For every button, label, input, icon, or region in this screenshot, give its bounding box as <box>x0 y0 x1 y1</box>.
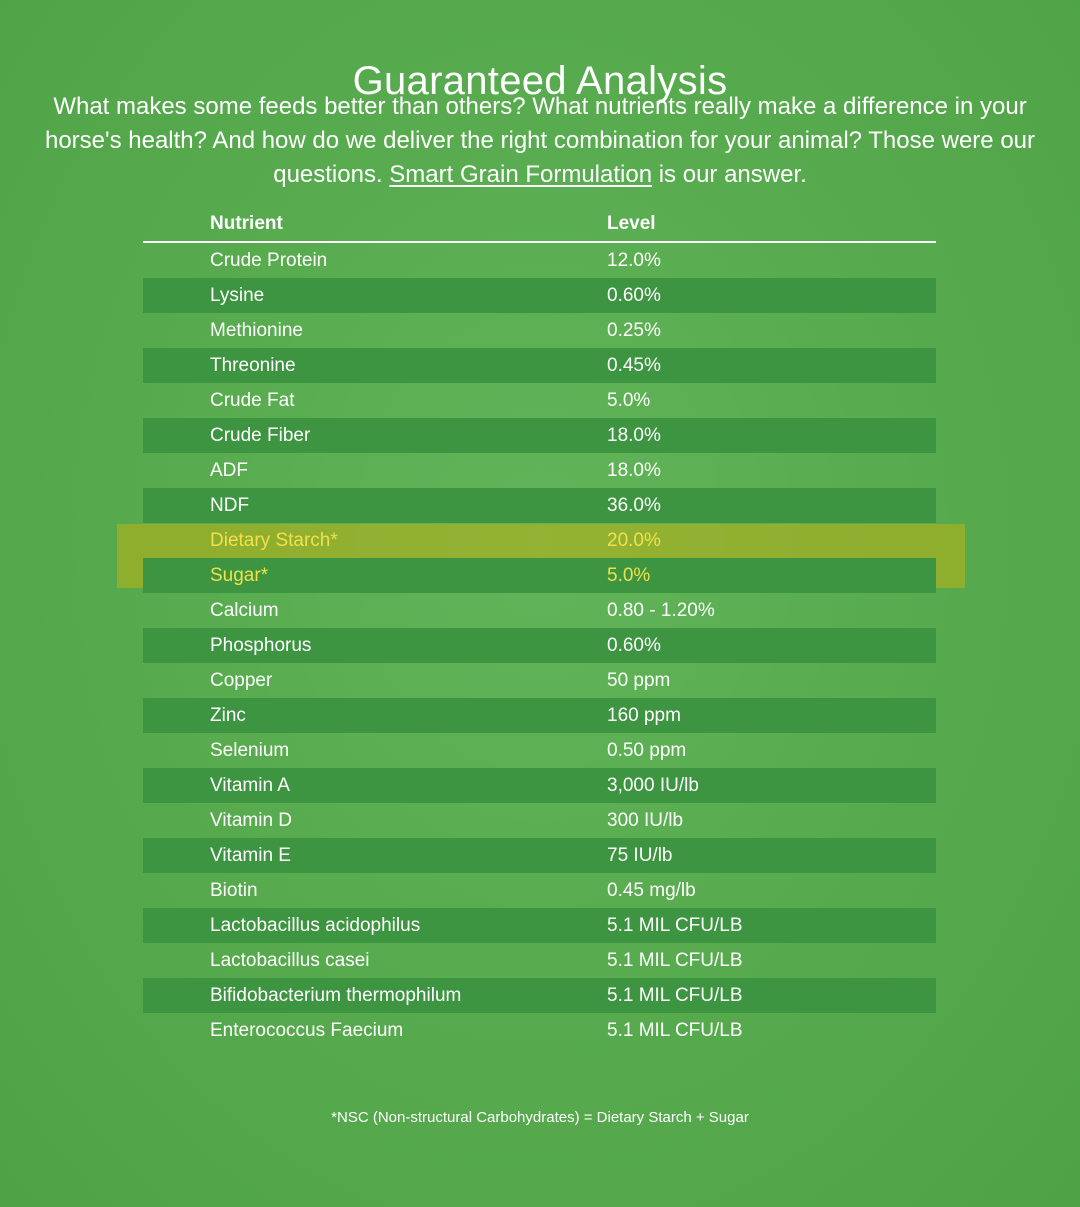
nutrient-level: 20.0% <box>607 530 661 551</box>
nutrient-level: 160 ppm <box>607 705 681 726</box>
nutrient-level: 3,000 IU/lb <box>607 775 699 796</box>
table-row <box>143 978 936 1013</box>
nutrient-name: Crude Protein <box>210 250 328 271</box>
nutrient-name: Vitamin D <box>210 810 293 831</box>
nutrient-level: 18.0% <box>607 460 661 481</box>
nutrient-name: NDF <box>210 495 250 516</box>
table-row <box>143 698 936 733</box>
nutrient-level: 5.1 MIL CFU/LB <box>607 1020 743 1041</box>
nutrient-name: Vitamin A <box>210 775 290 796</box>
nutrient-name: Vitamin E <box>210 845 291 866</box>
footnote: *NSC (Non-structural Carbohydrates) = Dietary Starch + Sugar <box>331 1109 749 1126</box>
nutrient-level: 300 IU/lb <box>607 810 684 831</box>
nutrient-name: Lysine <box>210 285 265 306</box>
nutrient-name: Sugar* <box>210 565 269 586</box>
table-row <box>143 523 936 558</box>
nutrient-level: 36.0% <box>607 495 661 516</box>
nutrient-level: 0.80 - 1.20% <box>607 600 715 621</box>
table-row <box>143 558 936 593</box>
nutrient-level: 0.45 mg/lb <box>607 880 696 901</box>
table-row <box>143 1013 936 1048</box>
nutrient-level: 5.0% <box>607 565 651 586</box>
intro-text-before: What makes some feeds better than others? What nutrients really make a difference in your horse's health? And how do we deliver the right combination for your animal? Those were our questions. <box>44 93 1036 188</box>
nutrient-name: Dietary Starch* <box>210 530 338 551</box>
table-row <box>143 733 936 768</box>
nutrient-level: 5.1 MIL CFU/LB <box>607 915 743 936</box>
table-header <box>143 207 936 243</box>
table-row <box>143 943 936 978</box>
table-body <box>143 243 936 1048</box>
nutrient-level: 5.1 MIL CFU/LB <box>607 985 743 1006</box>
intro-text-after: is our answer. <box>652 161 807 188</box>
nutrient-level: 5.0% <box>607 390 651 411</box>
smart-grain-formulation-link[interactable]: Smart Grain Formulation <box>389 161 653 188</box>
nutrient-name: Crude Fiber <box>210 425 311 446</box>
nutrient-name: Lactobacillus acidophilus <box>210 915 421 936</box>
nutrient-level: 18.0% <box>607 425 661 446</box>
table-row <box>143 488 936 523</box>
table-row <box>143 873 936 908</box>
table-row <box>143 313 936 348</box>
table-row <box>143 418 936 453</box>
table-row <box>143 803 936 838</box>
nutrient-level: 0.60% <box>607 635 661 656</box>
intro-paragraph <box>30 90 1050 192</box>
nutrient-name: Lactobacillus casei <box>210 950 370 971</box>
nutrient-level: 0.25% <box>607 320 661 341</box>
table-row <box>143 768 936 803</box>
nutrient-level: 0.45% <box>607 355 661 376</box>
table-row <box>143 453 936 488</box>
nutrient-name: Threonine <box>210 355 296 376</box>
nutrient-level: 75 IU/lb <box>607 845 673 866</box>
header-level: Level <box>607 213 656 234</box>
table-row <box>143 278 936 313</box>
nutrient-level: 0.50 ppm <box>607 740 687 761</box>
nutrient-level: 0.60% <box>607 285 661 306</box>
nutrient-level: 12.0% <box>607 250 661 271</box>
page-title: Guaranteed Analysis <box>352 58 728 103</box>
nutrient-name: Crude Fat <box>210 390 295 411</box>
header-nutrient: Nutrient <box>210 213 283 234</box>
nutrient-name: Phosphorus <box>210 635 312 656</box>
nutrient-name: Selenium <box>210 740 290 761</box>
table-row <box>143 348 936 383</box>
nutrient-name: Zinc <box>210 705 246 726</box>
table-row <box>143 243 936 278</box>
table-row <box>143 663 936 698</box>
nutrient-level: 50 ppm <box>607 670 671 691</box>
table-row <box>143 628 936 663</box>
nutrient-name: Enterococcus Faecium <box>210 1020 404 1041</box>
guaranteed-analysis-table <box>143 207 936 1048</box>
nutrient-name: ADF <box>210 460 248 481</box>
nutrient-name: Bifidobacterium thermophilum <box>210 985 462 1006</box>
table-row <box>143 593 936 628</box>
nutrient-name: Copper <box>210 670 273 691</box>
table-row <box>143 838 936 873</box>
table-row <box>143 383 936 418</box>
nutrient-name: Calcium <box>210 600 279 621</box>
nutrient-name: Methionine <box>210 320 303 341</box>
table-row <box>143 908 936 943</box>
nutrient-name: Biotin <box>210 880 258 901</box>
nutrient-level: 5.1 MIL CFU/LB <box>607 950 743 971</box>
